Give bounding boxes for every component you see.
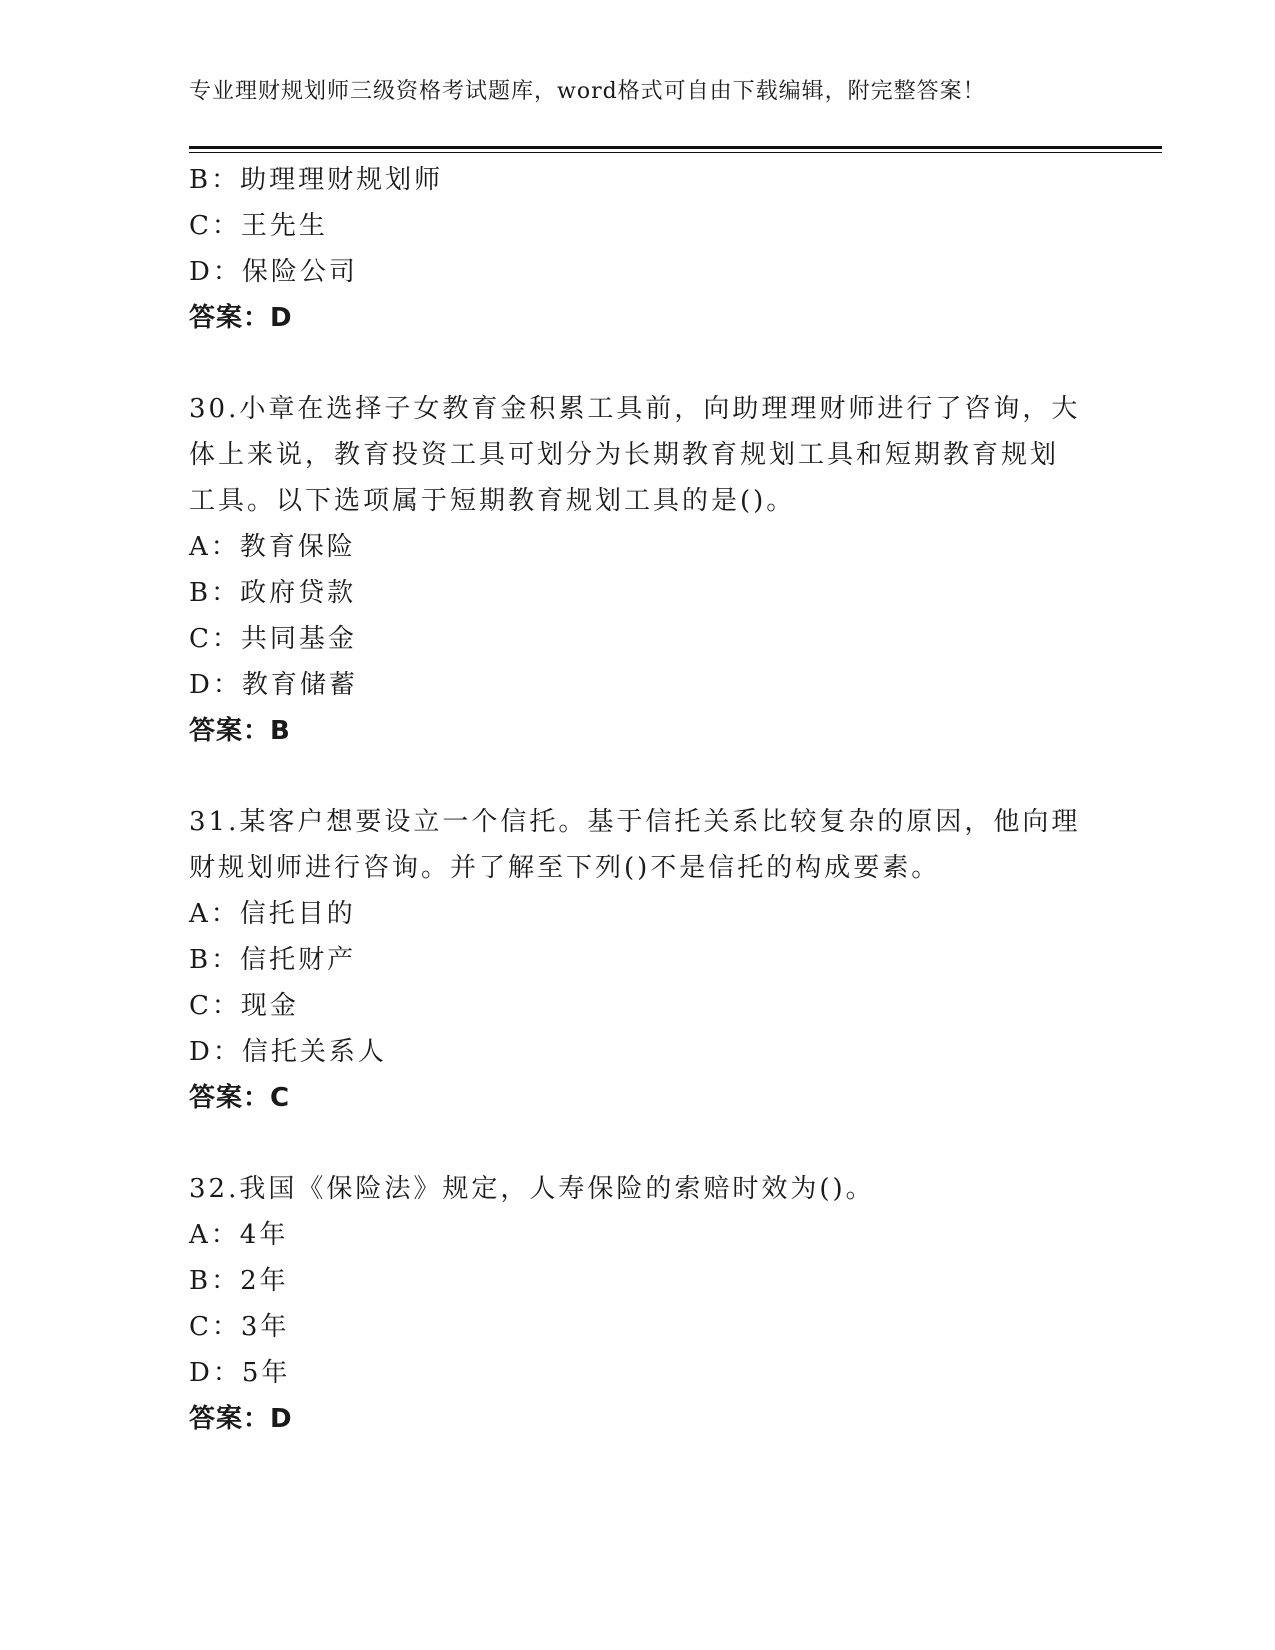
question-text: 32.我国《保险法》规定，人寿保险的索赔时效为()。 <box>189 1174 875 1204</box>
question-text: 30.小章在选择子女教育金积累工具前，向助理理财师进行了咨询，大 <box>189 394 1081 424</box>
question-30 <box>189 386 1089 754</box>
option-d: D：5年 <box>189 1358 291 1388</box>
question-29-tail <box>189 157 1089 341</box>
option-c: C：3年 <box>189 1312 290 1342</box>
question-text: 31.某客户想要设立一个信托。基于信托关系比较复杂的原因，他向理 <box>189 807 1081 837</box>
option-c: C：王先生 <box>189 211 328 241</box>
option-b: B：信托财产 <box>189 945 357 975</box>
question-content <box>189 157 1089 1442</box>
option-d: D：教育储蓄 <box>189 670 358 700</box>
question-text: 体上来说，教育投资工具可划分为长期教育规划工具和短期教育规划 <box>189 440 1060 470</box>
document-header: 专业理财规划师三级资格考试题库，word格式可自由下载编辑，附完整答案！ <box>189 79 986 104</box>
question-text: 工具。以下选项属于短期教育规划工具的是()。 <box>189 486 796 516</box>
answer-line: 答案：D <box>189 1404 293 1434</box>
option-d: D：信托关系人 <box>189 1037 387 1067</box>
answer-line: 答案：C <box>189 1083 291 1113</box>
header-rule-thin <box>189 152 1162 153</box>
question-32 <box>189 1166 1089 1442</box>
option-b: B：助理理财规划师 <box>189 165 444 195</box>
option-c: C：现金 <box>189 991 299 1021</box>
option-d: D：保险公司 <box>189 257 358 287</box>
header-rule-thick <box>189 146 1162 149</box>
option-c: C：共同基金 <box>189 624 357 654</box>
option-a: A：4年 <box>189 1220 289 1250</box>
answer-line: 答案：D <box>189 303 293 333</box>
option-a: A：教育保险 <box>189 532 356 562</box>
answer-line: 答案：B <box>189 716 291 746</box>
question-31 <box>189 799 1089 1121</box>
option-b: B：政府贷款 <box>189 578 357 608</box>
option-b: B：2年 <box>189 1266 289 1296</box>
question-text: 财规划师进行咨询。并了解至下列()不是信托的构成要素。 <box>189 853 941 883</box>
option-a: A：信托目的 <box>189 899 356 929</box>
